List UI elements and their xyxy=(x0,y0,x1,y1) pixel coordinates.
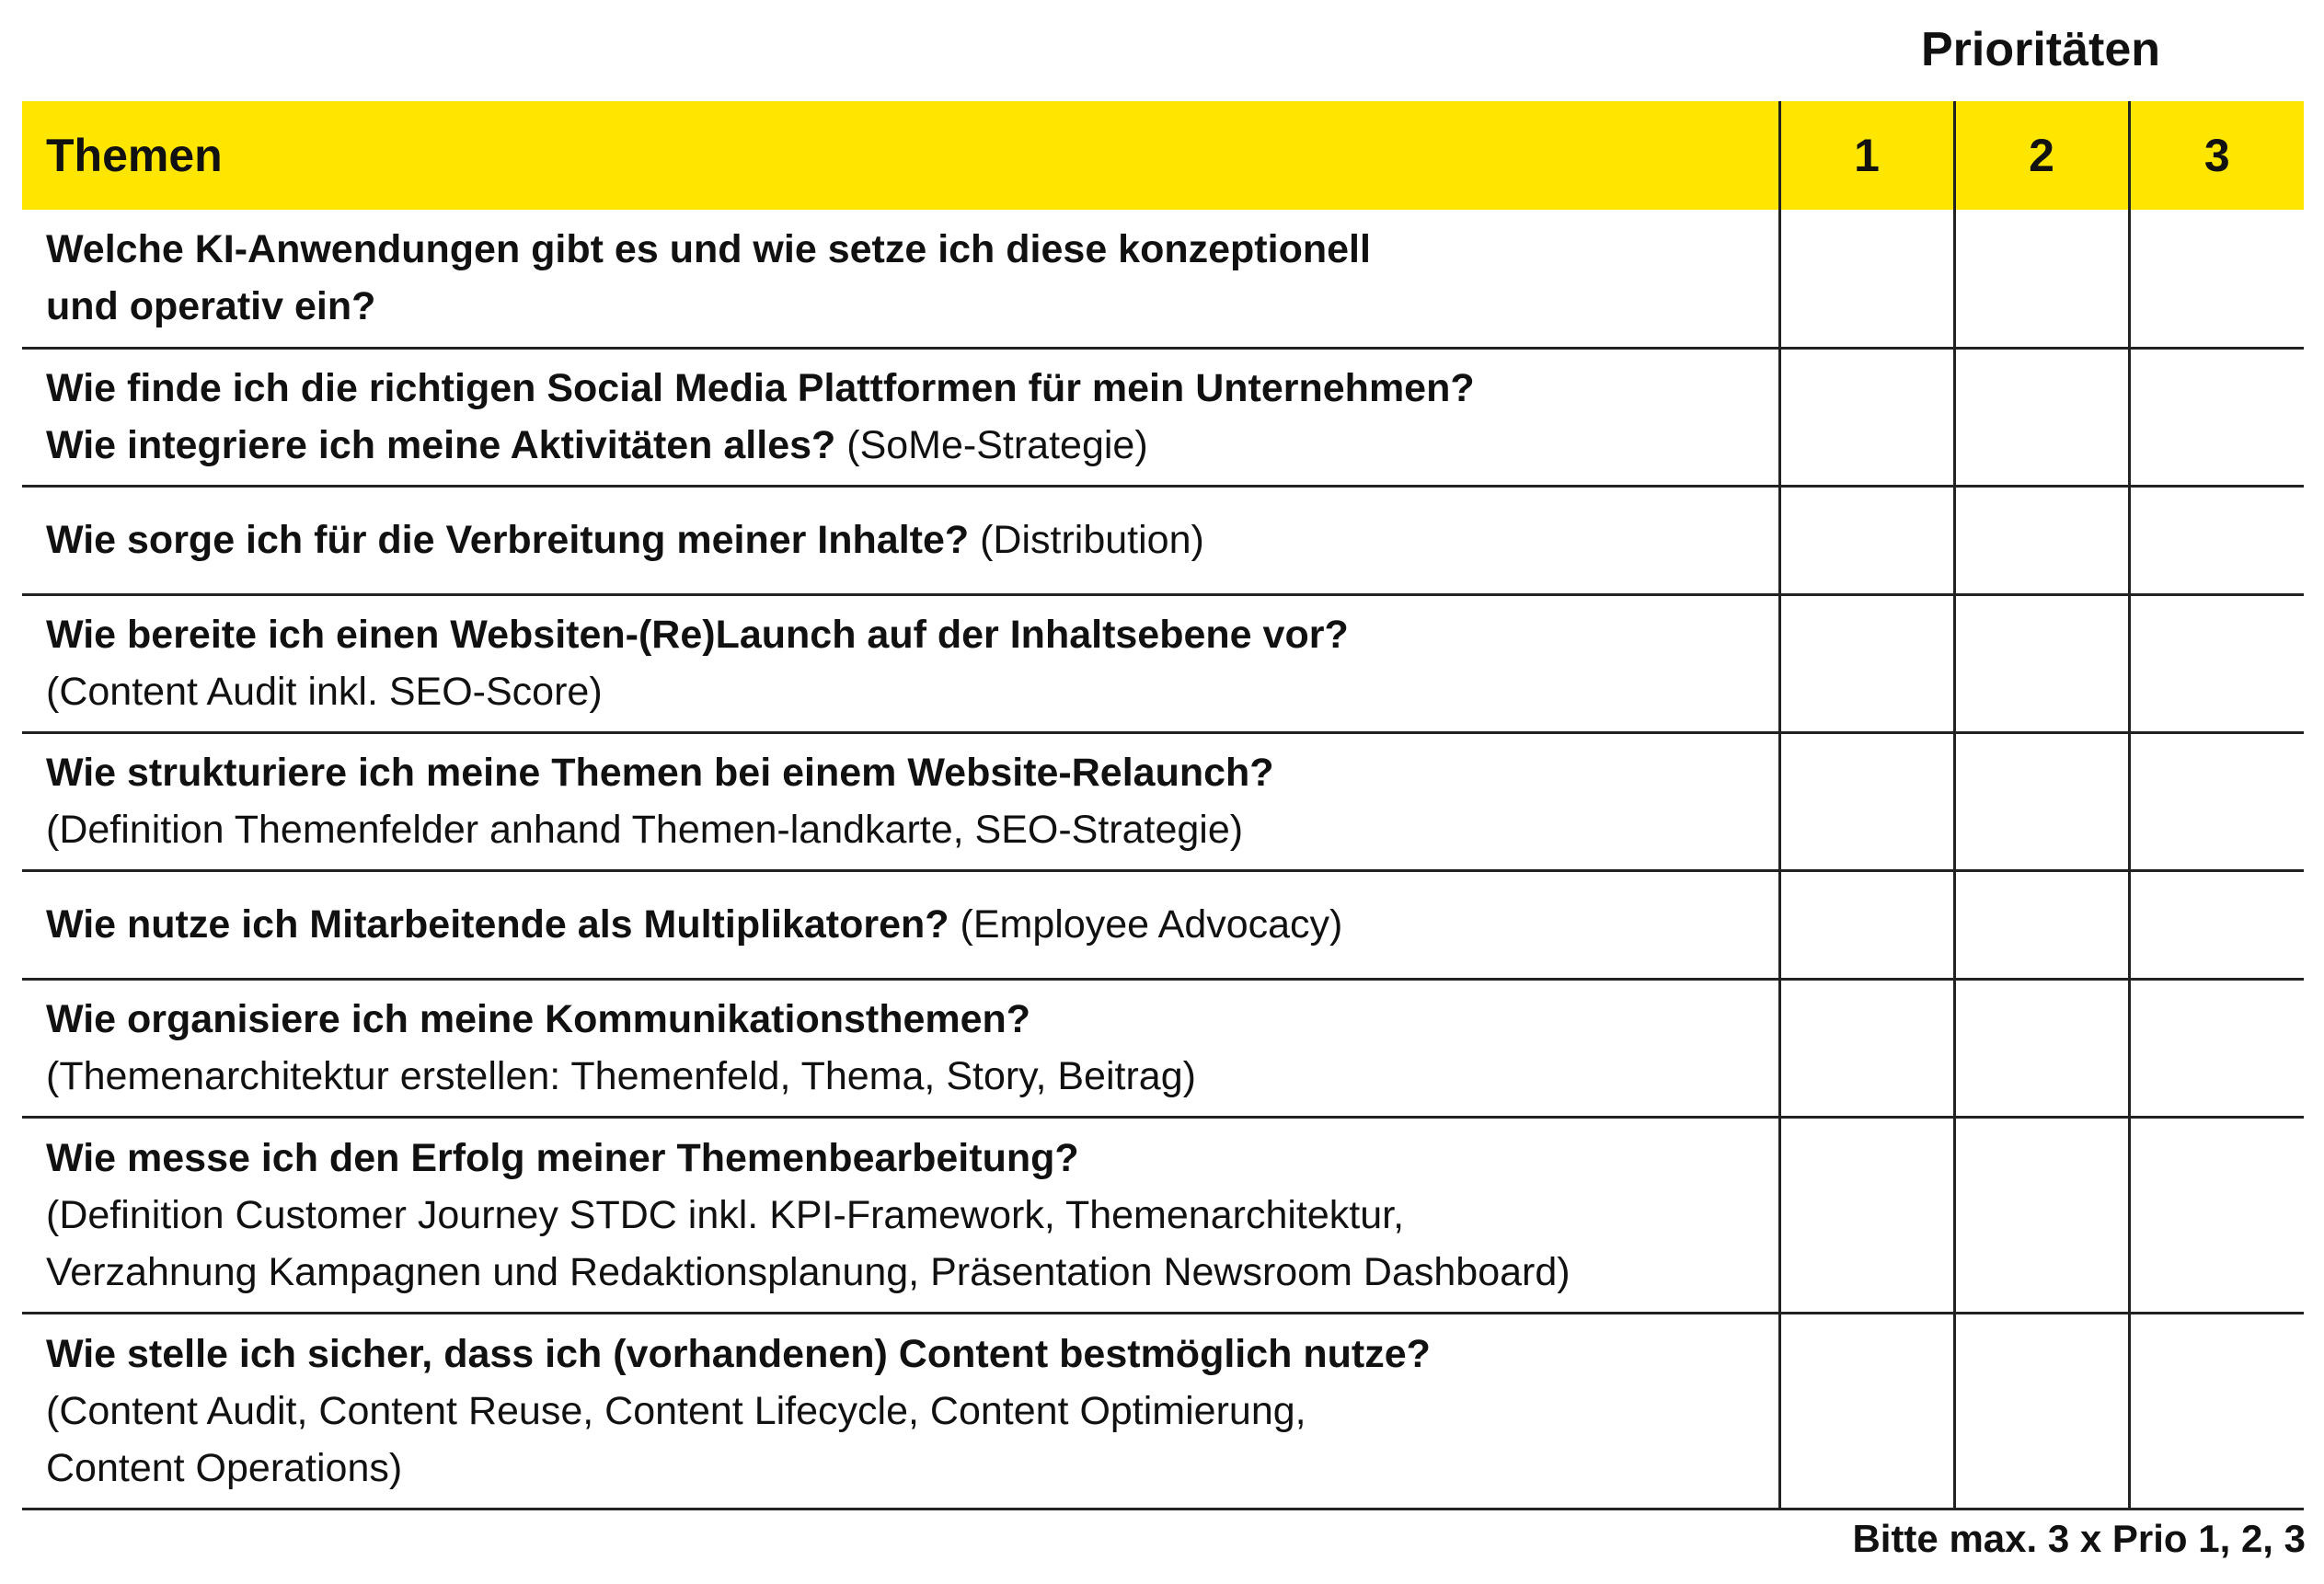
priority-2-checkbox-cell[interactable] xyxy=(1954,210,2129,348)
topic-cell xyxy=(22,594,1779,732)
topic-rows xyxy=(22,210,2304,1509)
topic-note: (Content Audit, Content Reuse, Content Lifecycle, Content Optimierung, xyxy=(46,1388,1306,1433)
priority-3-checkbox-cell[interactable] xyxy=(2129,1117,2304,1313)
topic-cell xyxy=(22,979,1779,1117)
topic-line xyxy=(46,360,1760,417)
priority-2-header: 2 xyxy=(1954,101,2129,210)
topic-note: Content Operations) xyxy=(46,1445,403,1490)
footnote: Bitte max. 3 x Prio 1, 2, 3 xyxy=(1852,1517,2306,1560)
table-row xyxy=(22,1117,2304,1313)
topics-table xyxy=(22,101,2304,1510)
priority-1-checkbox-cell[interactable] xyxy=(1779,348,1954,486)
topic-cell xyxy=(22,486,1779,594)
table-header-row xyxy=(22,101,2304,210)
topics-column-header: Themen xyxy=(22,101,1779,210)
topic-note: Verzahnung Kampagnen und Redaktionsplanung, Präsentation Newsroom Dashboard) xyxy=(46,1249,1570,1294)
topic-cell xyxy=(22,732,1779,870)
topic-question: Wie organisiere ich meine Kommunikationsthemen? xyxy=(46,997,1031,1041)
topic-question: Wie sorge ich für die Verbreitung meiner Inhalte? xyxy=(46,518,970,562)
topic-line xyxy=(46,1048,1760,1105)
topic-line xyxy=(46,278,1760,335)
topic-note: (Themenarchitektur erstellen: Themenfeld, Thema, Story, Beitrag) xyxy=(46,1054,1196,1098)
priority-3-checkbox-cell[interactable] xyxy=(2129,979,2304,1117)
topic-line xyxy=(46,1383,1760,1440)
priority-1-checkbox-cell[interactable] xyxy=(1779,979,1954,1117)
topic-question: Wie integriere ich meine Aktivitäten alles? xyxy=(46,423,836,467)
topic-note: (Distribution) xyxy=(980,518,1204,562)
topic-line xyxy=(46,1130,1760,1187)
topic-note: (SoMe-Strategie) xyxy=(846,423,1148,467)
topic-question: Wie stelle ich sicher, dass ich (vorhandenen) Content bestmöglich nutze? xyxy=(46,1331,1431,1376)
priority-2-checkbox-cell[interactable] xyxy=(1954,486,2129,594)
priorities-heading: Prioritäten xyxy=(1920,23,2161,76)
topic-line xyxy=(46,417,1760,474)
topic-question: und operativ ein? xyxy=(46,284,376,329)
topic-line xyxy=(46,801,1760,858)
priority-2-checkbox-cell[interactable] xyxy=(1954,1117,2129,1313)
table-row xyxy=(22,732,2304,870)
topic-question: Welche KI-Anwendungen gibt es und wie setze ich diese konzeptionell xyxy=(46,227,1371,272)
priority-3-checkbox-cell[interactable] xyxy=(2129,486,2304,594)
topic-question: Wie messe ich den Erfolg meiner Themenbearbeitung? xyxy=(46,1135,1079,1180)
topic-line xyxy=(46,1440,1760,1497)
topic-cell xyxy=(22,348,1779,486)
priority-3-checkbox-cell[interactable] xyxy=(2129,348,2304,486)
topic-question: Wie bereite ich einen Websiten-(Re)Launch auf der Inhaltsebene vor? xyxy=(46,613,1349,657)
topic-question: Wie nutze ich Mitarbeitende als Multiplikatoren? xyxy=(46,902,949,947)
table-row xyxy=(22,870,2304,979)
priority-3-checkbox-cell[interactable] xyxy=(2129,594,2304,732)
topic-note: (Content Audit inkl. SEO-Score) xyxy=(46,670,603,714)
topic-cell xyxy=(22,1313,1779,1509)
topic-line xyxy=(46,663,1760,720)
priority-2-checkbox-cell[interactable] xyxy=(1954,594,2129,732)
priority-1-checkbox-cell[interactable] xyxy=(1779,1313,1954,1509)
topic-line xyxy=(46,744,1760,801)
topic-line xyxy=(46,896,1760,953)
table-row xyxy=(22,979,2304,1117)
priority-3-header: 3 xyxy=(2129,101,2304,210)
priority-2-checkbox-cell[interactable] xyxy=(1954,870,2129,979)
priority-1-checkbox-cell[interactable] xyxy=(1779,870,1954,979)
table-row xyxy=(22,348,2304,486)
topic-line xyxy=(46,1244,1760,1301)
table-row xyxy=(22,210,2304,348)
topic-question: Wie finde ich die richtigen Social Media Plattformen für mein Unternehmen? xyxy=(46,366,1475,410)
topic-line xyxy=(46,511,1760,568)
priority-2-checkbox-cell[interactable] xyxy=(1954,979,2129,1117)
topic-note: (Definition Themenfelder anhand Themen-landkarte, SEO-Strategie) xyxy=(46,808,1244,852)
priority-1-checkbox-cell[interactable] xyxy=(1779,210,1954,348)
topic-cell xyxy=(22,870,1779,979)
priority-1-checkbox-cell[interactable] xyxy=(1779,594,1954,732)
topic-question: Wie strukturiere ich meine Themen bei einem Website-Relaunch? xyxy=(46,751,1274,795)
priority-2-checkbox-cell[interactable] xyxy=(1954,732,2129,870)
priority-1-checkbox-cell[interactable] xyxy=(1779,732,1954,870)
priority-1-header: 1 xyxy=(1779,101,1954,210)
priority-3-checkbox-cell[interactable] xyxy=(2129,1313,2304,1509)
topic-note: (Employee Advocacy) xyxy=(960,902,1343,947)
priority-3-checkbox-cell[interactable] xyxy=(2129,210,2304,348)
priority-2-checkbox-cell[interactable] xyxy=(1954,348,2129,486)
table-row xyxy=(22,1313,2304,1509)
priority-2-checkbox-cell[interactable] xyxy=(1954,1313,2129,1509)
topic-line xyxy=(46,606,1760,663)
topic-note: (Definition Customer Journey STDC inkl. KPI-Framework, Themenarchitektur, xyxy=(46,1192,1405,1237)
topic-cell xyxy=(22,1117,1779,1313)
topic-cell xyxy=(22,210,1779,348)
topic-line xyxy=(46,991,1760,1048)
topic-line xyxy=(46,1187,1760,1244)
priority-3-checkbox-cell[interactable] xyxy=(2129,732,2304,870)
table-row xyxy=(22,594,2304,732)
priority-3-checkbox-cell[interactable] xyxy=(2129,870,2304,979)
priority-1-checkbox-cell[interactable] xyxy=(1779,1117,1954,1313)
priority-1-checkbox-cell[interactable] xyxy=(1779,486,1954,594)
topic-line xyxy=(46,1326,1760,1383)
table-row xyxy=(22,486,2304,594)
topic-line xyxy=(46,221,1760,278)
